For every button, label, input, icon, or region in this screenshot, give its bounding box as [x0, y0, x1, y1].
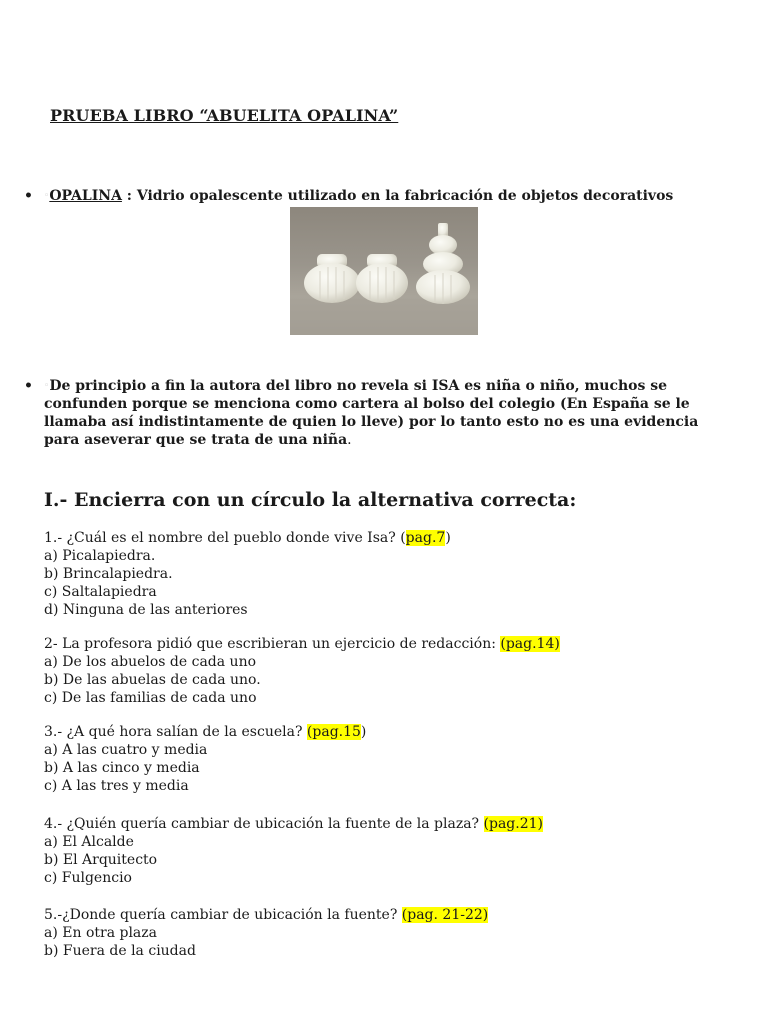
question-3 — [44, 723, 734, 795]
question-4 — [44, 815, 734, 887]
option: b) El Arquitecto — [44, 852, 158, 868]
page-reference: (pag. 21-22) — [401, 907, 489, 923]
bullet-opalina-text — [44, 187, 724, 205]
sub-bullet-icon: ◦ — [44, 191, 50, 201]
page-title: PRUEBA LIBRO “ABUELITA OPALINA” — [50, 106, 399, 125]
bullet-marker: • — [24, 378, 33, 394]
option: c) A las tres y media — [44, 778, 189, 794]
jar-middle — [356, 254, 408, 303]
question-1 — [44, 529, 734, 619]
opaline-jars-photo — [290, 207, 478, 335]
opalina-separator: : — [121, 188, 137, 204]
page-reference: (pag.15 — [306, 724, 361, 740]
option: c) Fulgencio — [44, 870, 132, 886]
question-2 — [44, 635, 734, 707]
option: a) De los abuelos de cada uno — [44, 654, 257, 670]
option: d) Ninguna de las anteriores — [44, 602, 248, 618]
section-title: I.- Encierra con un círculo la alternativa correcta: — [44, 489, 577, 511]
sub-bullet-icon: ◦ — [44, 381, 50, 391]
option: b) Fuera de la ciudad — [44, 943, 196, 959]
option: a) A las cuatro y media — [44, 742, 208, 758]
question-text: 1.- ¿Cuál es el nombre del pueblo donde vive Isa? (pag.7) — [44, 530, 451, 546]
option: b) A las cinco y media — [44, 760, 200, 776]
jar-left — [304, 254, 360, 303]
isa-note-body: De principio a fin la autora del libro no revela si ISA es niña o niño, muchos se confunden porque se menciona como cartera al bolso del colegio (En España se le llamaba así indistintamente de quien lo lleve) por lo tanto esto no es una evidencia para aseverar que se trata de una niña — [44, 378, 699, 448]
isa-note-end: . — [347, 432, 352, 448]
option: c) Saltalapiedra — [44, 584, 157, 600]
option: b) Brincalapiedra. — [44, 566, 173, 582]
option: a) Picalapiedra. — [44, 548, 156, 564]
isa-note-text — [44, 377, 724, 449]
page-reference: pag.7 — [405, 530, 446, 546]
page-reference: (pag.14) — [500, 636, 560, 652]
question-text: 4.- ¿Quién quería cambiar de ubicación la fuente de la plaza? (pag.21) — [44, 816, 543, 832]
question-text: 3.- ¿A qué hora salían de la escuela? (pag.15) — [44, 724, 367, 740]
bullet-marker: • — [24, 188, 33, 204]
opalina-term: OPALINA — [49, 188, 122, 204]
jar-right — [416, 223, 470, 304]
option: b) De las abuelas de cada uno. — [44, 672, 261, 688]
option: c) De las familias de cada uno — [44, 690, 257, 706]
question-text: 5.-¿Donde quería cambiar de ubicación la fuente? (pag. 21-22) — [44, 907, 489, 923]
opalina-definition: Vidrio opalescente utilizado en la fabricación de objetos decorativos — [136, 188, 674, 204]
option: a) En otra plaza — [44, 925, 157, 941]
question-5 — [44, 906, 734, 960]
page-reference: (pag.21) — [483, 816, 543, 832]
option: a) El Alcalde — [44, 834, 134, 850]
question-text: 2- La profesora pidió que escribieran un ejercicio de redacción: (pag.14) — [44, 636, 560, 652]
